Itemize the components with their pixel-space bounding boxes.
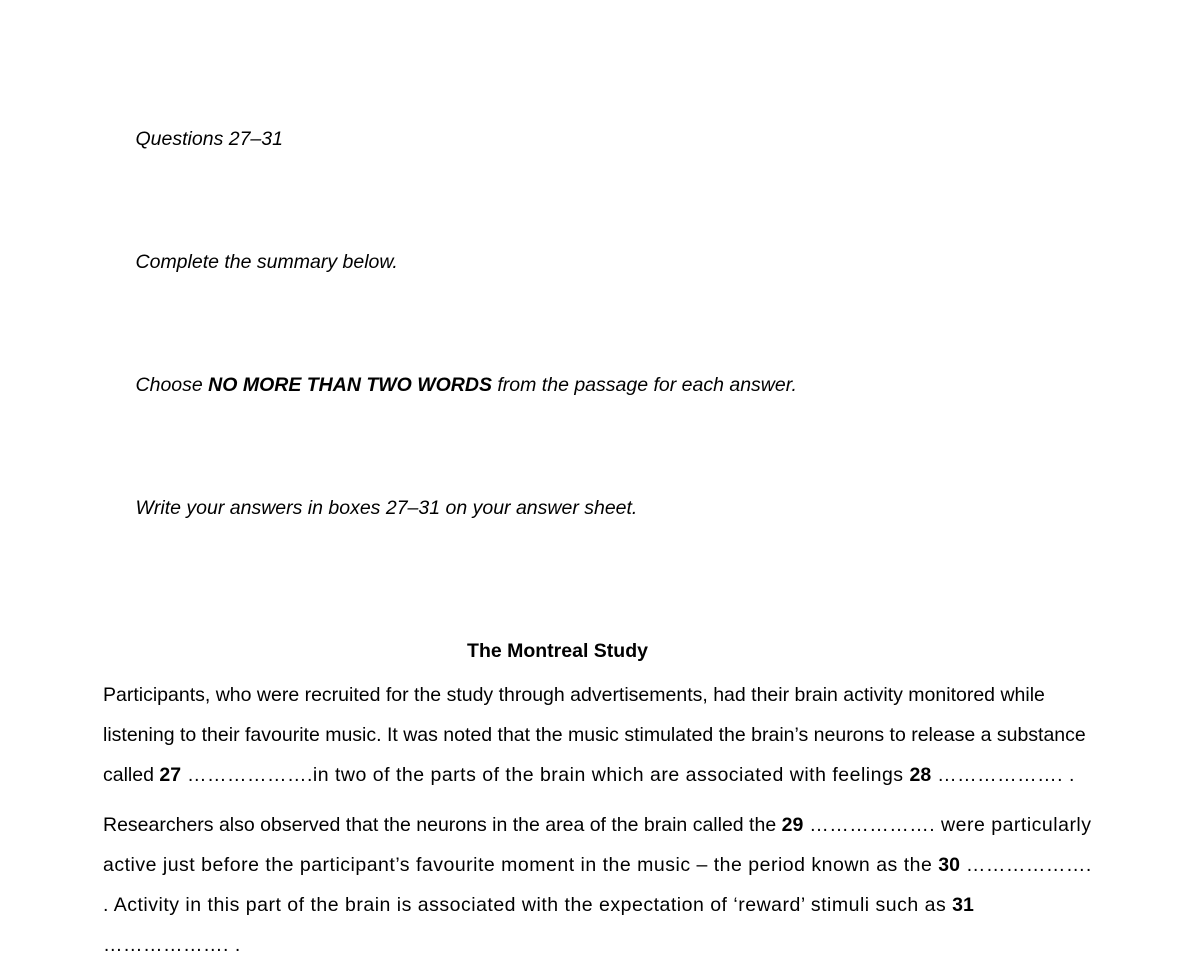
instruction-word-limit — [103, 324, 1100, 447]
question-number-31: 31 — [952, 894, 974, 916]
instruction-text: Questions 27–31 — [135, 128, 283, 150]
question-number-30: 30 — [938, 854, 960, 876]
answer-blank-30: ………………. . Activity in this part of the brain is associated with the expectation of ‘reward’ stimuli such as — [103, 854, 1092, 916]
summary-paragraph-2 — [103, 805, 1100, 965]
paragraph-1-segment-1: Participants, who were recruited for the study through advertisements, had their brain activity monitored while listening to their favourite music. It was noted that the music stimulated the brain’s neurons to release a substance called — [103, 684, 1086, 786]
instruction-answer-sheet — [103, 447, 1100, 570]
answer-blank-28: ………………. . — [931, 764, 1075, 786]
paragraph-2-segment-1: Researchers also observed that the neurons in the area of the brain called the — [103, 814, 782, 836]
answer-blank-31: ………………. . — [103, 934, 241, 956]
answer-blank-27: ……………….in two of the parts of the brain which are associated with feelings — [181, 764, 910, 786]
summary-paragraph-1 — [103, 675, 1100, 795]
instruction-emphasis: NO MORE THAN TWO WORDS — [208, 374, 492, 396]
instruction-questions-range — [103, 78, 1100, 201]
summary-title: The Montreal Study — [467, 640, 648, 662]
answer-blank-29: ………………. were particularly active just before the participant’s favourite moment in the music – the period known as the — [103, 814, 1092, 876]
instruction-text: Complete the summary below. — [135, 251, 398, 273]
question-number-27: 27 — [159, 764, 182, 786]
instruction-complete-summary — [103, 201, 1100, 324]
instruction-text: Write your answers in boxes 27–31 on your answer sheet. — [135, 497, 638, 519]
instructions-block — [103, 78, 1100, 570]
instruction-text-after: from the passage for each answer. — [491, 374, 797, 396]
instruction-text-before: Choose — [135, 374, 209, 396]
question-number-29: 29 — [781, 814, 804, 836]
question-number-28: 28 — [909, 764, 932, 786]
